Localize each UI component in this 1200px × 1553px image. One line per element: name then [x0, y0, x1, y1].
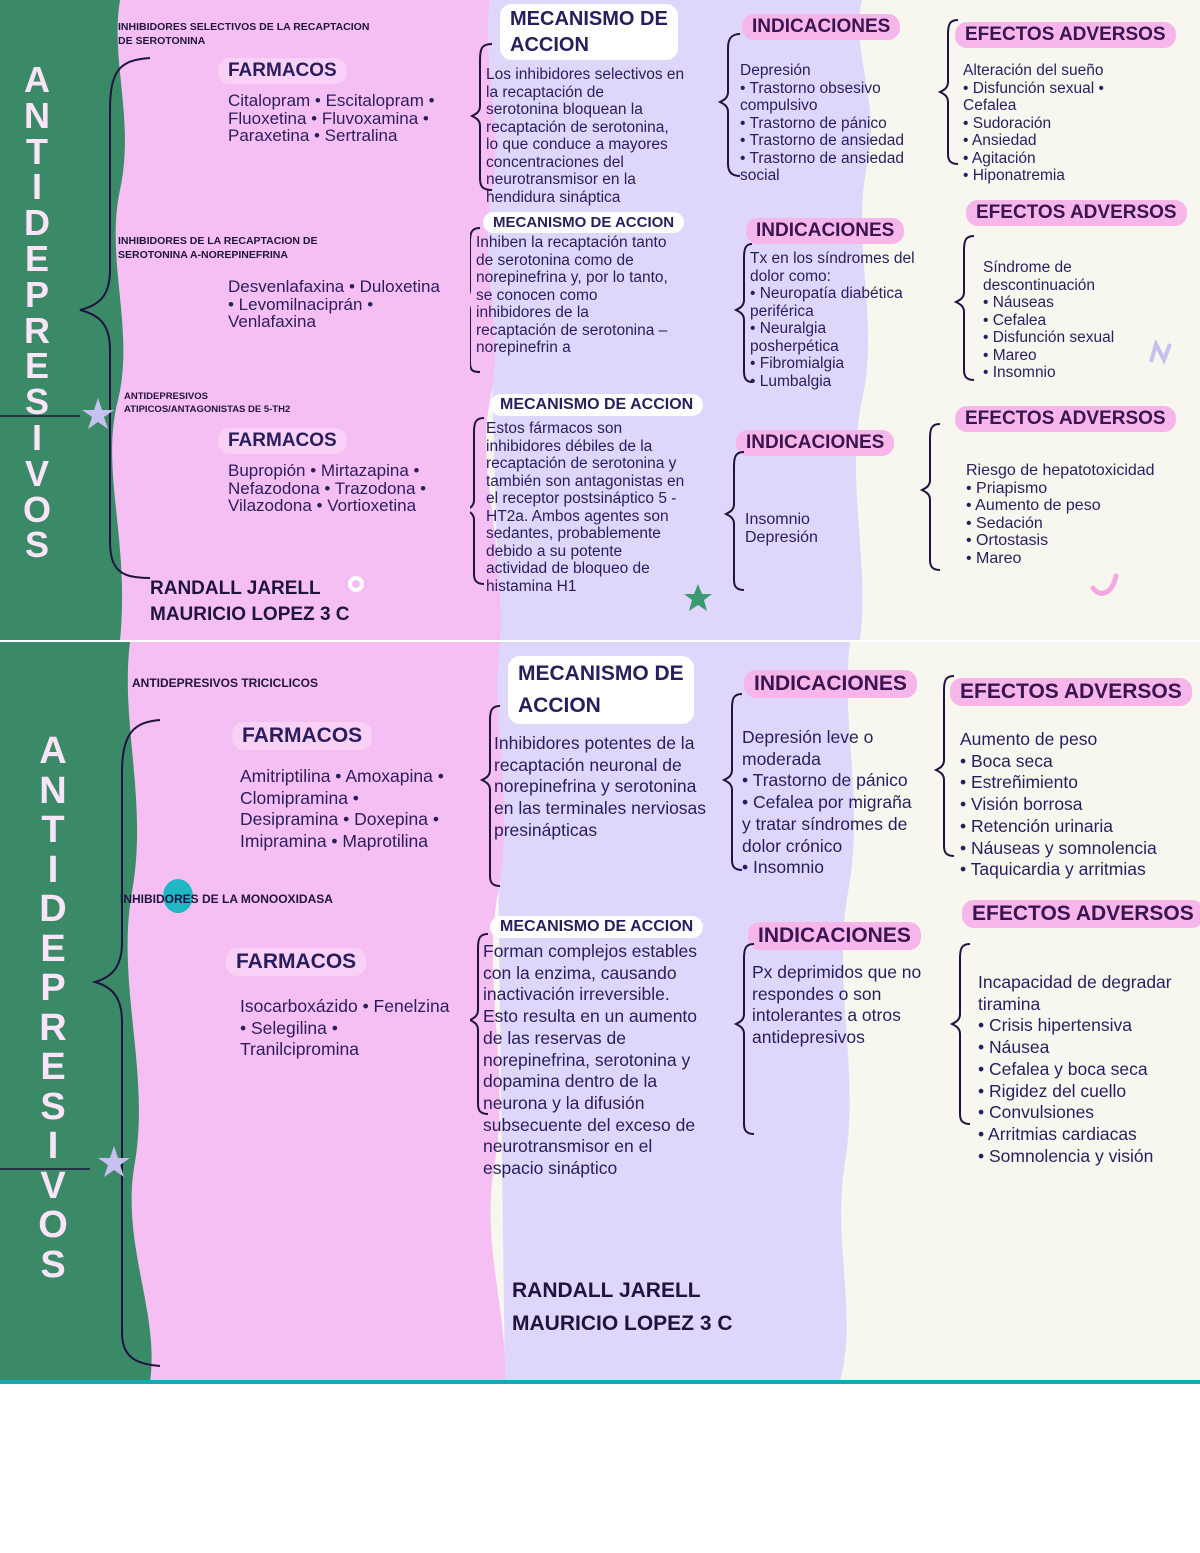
text-line: • Lumbalgia — [750, 372, 832, 390]
text-line: también son antagonistas en — [486, 472, 685, 490]
text-line: Isocarboxázido • Fenelzina — [240, 996, 450, 1016]
text-line: de serotonina como de — [476, 251, 634, 269]
farmacos-list — [228, 92, 435, 145]
text-line: • Cefalea — [983, 311, 1047, 329]
text-line: • Disfunción sexual — [983, 329, 1115, 346]
title-letter: O — [22, 488, 51, 530]
category-line: SEROTONINA A-NOREPINEFRINA — [118, 249, 288, 261]
text-line: se conocen como — [476, 286, 598, 304]
text-line: • Sedación — [966, 514, 1043, 532]
efectos-label: EFECTOS ADVERSOS — [955, 406, 1176, 432]
farmacos-label: FARMACOS — [232, 722, 372, 750]
farmacos-list — [228, 278, 440, 331]
text-line: Bupropión • Mirtazapina • — [228, 461, 420, 480]
text-line: • Crisis hipertensiva — [978, 1015, 1132, 1036]
text-line: recaptación de serotonina, — [486, 118, 669, 136]
text-line: Venlafaxina — [228, 312, 316, 331]
text-line: recaptación neuronal de — [494, 754, 682, 775]
author-line: MAURICIO LOPEZ 3 C — [150, 604, 350, 625]
text-line: • Náuseas — [983, 294, 1054, 311]
title-letter: I — [47, 848, 59, 891]
text-line: Nefazodona • Trazodona • — [228, 478, 427, 498]
text-line: • Aumento de peso — [966, 497, 1101, 514]
text-line: subsecuente del exceso de — [483, 1114, 696, 1135]
text-line: recaptación de serotonina y — [486, 455, 677, 472]
text-line: de las reservas de — [483, 1027, 626, 1048]
text-line: dolor crónico — [742, 835, 843, 856]
text-line: compulsivo — [740, 97, 818, 114]
text-line: Tranilcipromina — [240, 1039, 359, 1060]
indicaciones-label: INDICACIONES — [744, 670, 917, 698]
text-line: • Boca seca — [960, 750, 1053, 771]
text-line: • Ortostasis — [966, 532, 1049, 549]
farmacos-list — [240, 766, 444, 853]
text-line: • Somnolencia y visión — [978, 1145, 1154, 1166]
text-line: histamina H1 — [486, 577, 577, 595]
text-line: intolerantes a otros — [752, 1005, 901, 1026]
title-letter: S — [24, 524, 49, 566]
category-isrs — [118, 20, 369, 48]
author-line: RANDALL JARELL — [150, 578, 321, 599]
author-line: MAURICIO LOPEZ 3 C — [512, 1312, 733, 1335]
text-line: norepinefrin a — [476, 339, 571, 356]
mecanismo-label: MECANISMO DE ACCION — [490, 394, 703, 416]
text-line: • Sudoración — [963, 114, 1052, 132]
title-letter: P — [40, 967, 66, 1009]
text-line: Desvenlafaxina • Duloxetina — [228, 277, 440, 296]
text-line: tiramina — [978, 993, 1041, 1014]
mecanismo-label-line: ACCION — [518, 694, 601, 717]
text-line: Inhiben la recaptación tanto — [476, 234, 667, 251]
farmacos-list — [240, 996, 449, 1061]
text-line: • Disfunción sexual • — [963, 79, 1104, 97]
text-line: posherpética — [750, 337, 839, 355]
text-line: actividad de bloqueo de — [486, 560, 650, 577]
text-line: • Cefalea y boca seca — [978, 1058, 1148, 1079]
title-letter: N — [24, 94, 50, 136]
vertical-title — [18, 732, 88, 1285]
title-letter: S — [24, 381, 49, 423]
text-line: • Insomnio — [742, 857, 824, 878]
title-letter: I — [31, 416, 42, 458]
text-line: Vilazodona • Vortioxetina — [228, 496, 417, 515]
text-line: • Rigidez del cuello — [978, 1080, 1127, 1101]
text-line: respondes o son — [752, 983, 882, 1004]
title-letter: E — [40, 927, 66, 970]
text-line: social — [740, 167, 780, 184]
text-line: neurotransmisor en la — [486, 171, 636, 188]
text-line: inhibidores débiles de la — [486, 437, 653, 455]
text-line: norepinefrina y serotonina — [494, 776, 697, 797]
text-line: antidepresivos — [752, 1027, 865, 1048]
text-line: Los inhibidores selectivos en — [486, 66, 685, 83]
text-line: Fluoxetina • Fluvoxamina • — [228, 108, 429, 128]
text-line: espacio sináptico — [483, 1158, 618, 1179]
text-line: Esto resulta en un aumento — [483, 1006, 698, 1027]
title-letter: R — [39, 1006, 67, 1049]
text-line: Amitriptilina • Amoxapina • — [240, 766, 444, 786]
efectos-label: EFECTOS ADVERSOS — [955, 22, 1176, 48]
efectos-label: EFECTOS ADVERSOS — [950, 678, 1192, 706]
text-line: • Mareo — [983, 346, 1037, 364]
text-line: neurotransmisor en el — [483, 1136, 653, 1157]
title-letter: I — [47, 1125, 59, 1167]
text-line: debido a su potente — [486, 542, 623, 560]
text-line: lo que conduce a mayores — [486, 136, 668, 153]
text-line: • Arritmias cardiacas — [978, 1123, 1137, 1144]
author-line: RANDALL JARELL — [512, 1279, 701, 1302]
text-line: • Náusea — [978, 1037, 1050, 1058]
text-line: norepinefrina y, por lo tanto, — [476, 269, 668, 286]
title-letter: S — [40, 1243, 66, 1286]
text-line: HT2a. Ambos agentes son — [486, 507, 669, 525]
text-line: inactivación irreversible. — [483, 984, 670, 1005]
text-line: • Náuseas y somnolencia — [960, 837, 1157, 858]
text-line: Clomipramina • — [240, 787, 359, 808]
text-line: Riesgo de hepatotoxicidad — [966, 462, 1155, 479]
category-line: DE SEROTONINA — [118, 35, 206, 47]
category-line: ANTIDEPRESIVOS — [124, 391, 208, 402]
text-line: dolor como: — [750, 267, 831, 285]
category-line: INHIBIDORES DE LA RECAPTACION DE — [118, 235, 318, 247]
author — [150, 576, 350, 628]
mecanismo-label: MECANISMO DE ACCION — [490, 916, 703, 938]
text-line: concentraciones del — [486, 153, 624, 171]
efectos-label: EFECTOS ADVERSOS — [962, 900, 1200, 928]
title-letter: D — [24, 202, 50, 244]
indicaciones-label: INDICACIONES — [742, 14, 900, 40]
mecanismo-label-line: MECANISMO DE — [510, 8, 668, 30]
title-letter: P — [24, 273, 49, 315]
text-line: Alteración del sueño — [963, 62, 1104, 79]
title-letter: R — [24, 309, 50, 351]
text-line: descontinuación — [983, 276, 1096, 294]
brackets — [470, 0, 1200, 1400]
title-letter: E — [24, 345, 49, 387]
text-line: • Agitación — [963, 149, 1036, 167]
title-letter: A — [24, 59, 50, 100]
text-line: • Estreñimiento — [960, 772, 1078, 793]
text-line: Cefalea — [963, 97, 1017, 114]
text-line: • Retención urinaria — [960, 815, 1114, 836]
title-letter: D — [39, 888, 67, 930]
text-line: Insomnio — [745, 511, 810, 528]
text-line: • Trastorno de pánico — [742, 770, 908, 791]
text-line: Incapacidad de degradar — [978, 972, 1172, 992]
star-icon — [96, 1144, 132, 1180]
text-line: • Hiponatremia — [963, 167, 1065, 184]
indicaciones-label: INDICACIONES — [736, 430, 894, 456]
title-letter: V — [40, 1164, 66, 1207]
text-line: • Trastorno de ansiedad — [740, 149, 904, 167]
text-line: moderada — [742, 748, 821, 769]
farmacos-label: FARMACOS — [218, 58, 347, 84]
text-line: • Fibromialgia — [750, 355, 845, 372]
farmacos-label: FARMACOS — [218, 428, 347, 454]
text-line: • Selegilina • — [240, 1017, 338, 1038]
title-letter: T — [26, 130, 48, 172]
text-line: Paraxetina • Sertralina — [228, 126, 398, 145]
text-line: • Insomnio — [983, 364, 1056, 381]
text-line: Imipramina • Maprotilina — [240, 831, 428, 852]
efectos-label: EFECTOS ADVERSOS — [966, 200, 1187, 226]
text-line: • Convulsiones — [978, 1102, 1095, 1123]
category-triciclicos: ANTIDEPRESIVOS TRICICLICOS — [132, 676, 319, 690]
title-letter: E — [24, 237, 49, 279]
text-line: • Levomilnaciprán • — [228, 294, 374, 314]
text-line: Tx en los síndromes del — [750, 250, 915, 267]
text-line: Síndrome de — [983, 259, 1072, 276]
text-line: • Mareo — [966, 549, 1022, 567]
text-line: Inhibidores potentes de la — [494, 733, 695, 753]
category-line: INHIBIDORES SELECTIVOS DE LA RECAPTACION — [118, 21, 370, 33]
title-letter: T — [41, 809, 65, 851]
text-line: Estos fármacos son — [486, 420, 623, 437]
title-letter: I — [31, 166, 42, 208]
title-letter: O — [38, 1204, 68, 1246]
text-line: Aumento de peso — [960, 729, 1098, 749]
text-line: • Trastorno de ansiedad — [740, 132, 904, 149]
text-line: • Taquicardia y arritmias — [960, 859, 1146, 880]
text-line: Depresión — [740, 62, 811, 79]
title-letter: A — [39, 730, 67, 772]
text-line: Depresión — [745, 528, 818, 546]
text-line: norepinefrina, serotonina y — [483, 1049, 691, 1070]
text-line: periférica — [750, 302, 814, 320]
vertical-title — [2, 59, 72, 566]
text-line: inhibidores de la — [476, 304, 589, 321]
text-line: recaptación de serotonina – — [476, 321, 668, 339]
text-line: • Ansiedad — [963, 132, 1037, 149]
text-line: hendidura sináptica — [486, 188, 621, 206]
text-line: Depresión leve o — [742, 727, 874, 747]
category-irsn — [118, 234, 318, 262]
text-line: en las terminales nerviosas — [494, 798, 707, 819]
title-letter: E — [40, 1046, 66, 1088]
text-line: presinápticas — [494, 819, 598, 840]
category-atipicos — [124, 390, 290, 416]
text-line: Desipramina • Doxepina • — [240, 809, 440, 830]
indicaciones-label: INDICACIONES — [748, 922, 921, 950]
category-imao: INHIBIDORES DE LA MONOOXIDASA — [120, 892, 333, 906]
text-line: • Trastorno de pánico — [740, 114, 887, 132]
text-line: • Cefalea por migraña — [742, 792, 912, 813]
farmacos-list — [228, 462, 426, 515]
text-line: • Visión borrosa — [960, 794, 1083, 815]
mecanismo-label-line: MECANISMO DE — [518, 662, 684, 685]
text-line: • Neuralgia — [750, 320, 827, 337]
text-line: Forman complejos estables — [483, 941, 697, 961]
text-line: serotonina bloquean la — [486, 101, 643, 118]
mecanismo-label-line: ACCION — [510, 34, 589, 56]
text-line: con la enzima, causando — [483, 962, 677, 983]
text-line: dopamina dentro de la — [483, 1071, 658, 1092]
farmacos-label: FARMACOS — [226, 948, 366, 976]
text-line: Px deprimidos que no — [752, 962, 922, 982]
title-letter: N — [39, 769, 67, 812]
title-letter: S — [40, 1085, 66, 1128]
text-line: y tratar síndromes de — [742, 813, 908, 834]
text-line: • Trastorno obsesivo — [740, 79, 881, 97]
text-line: • Priapismo — [966, 479, 1048, 497]
text-line: • Neuropatía diabética — [750, 285, 903, 302]
mecanismo-label: MECANISMO DE ACCION — [483, 212, 684, 233]
title-letter: V — [24, 452, 49, 494]
text-line: sedantes, probablemente — [486, 525, 661, 542]
text-line: neurona y la difusión — [483, 1092, 645, 1113]
text-line: el receptor postsináptico 5 - — [486, 490, 677, 507]
text-line: Citalopram • Escitalopram • — [228, 91, 435, 110]
indicaciones-label: INDICACIONES — [746, 218, 904, 244]
text-line: la recaptación de — [486, 83, 605, 101]
star-icon — [80, 396, 116, 432]
category-line: ATIPICOS/ANTAGONISTAS DE 5-TH2 — [124, 404, 291, 415]
